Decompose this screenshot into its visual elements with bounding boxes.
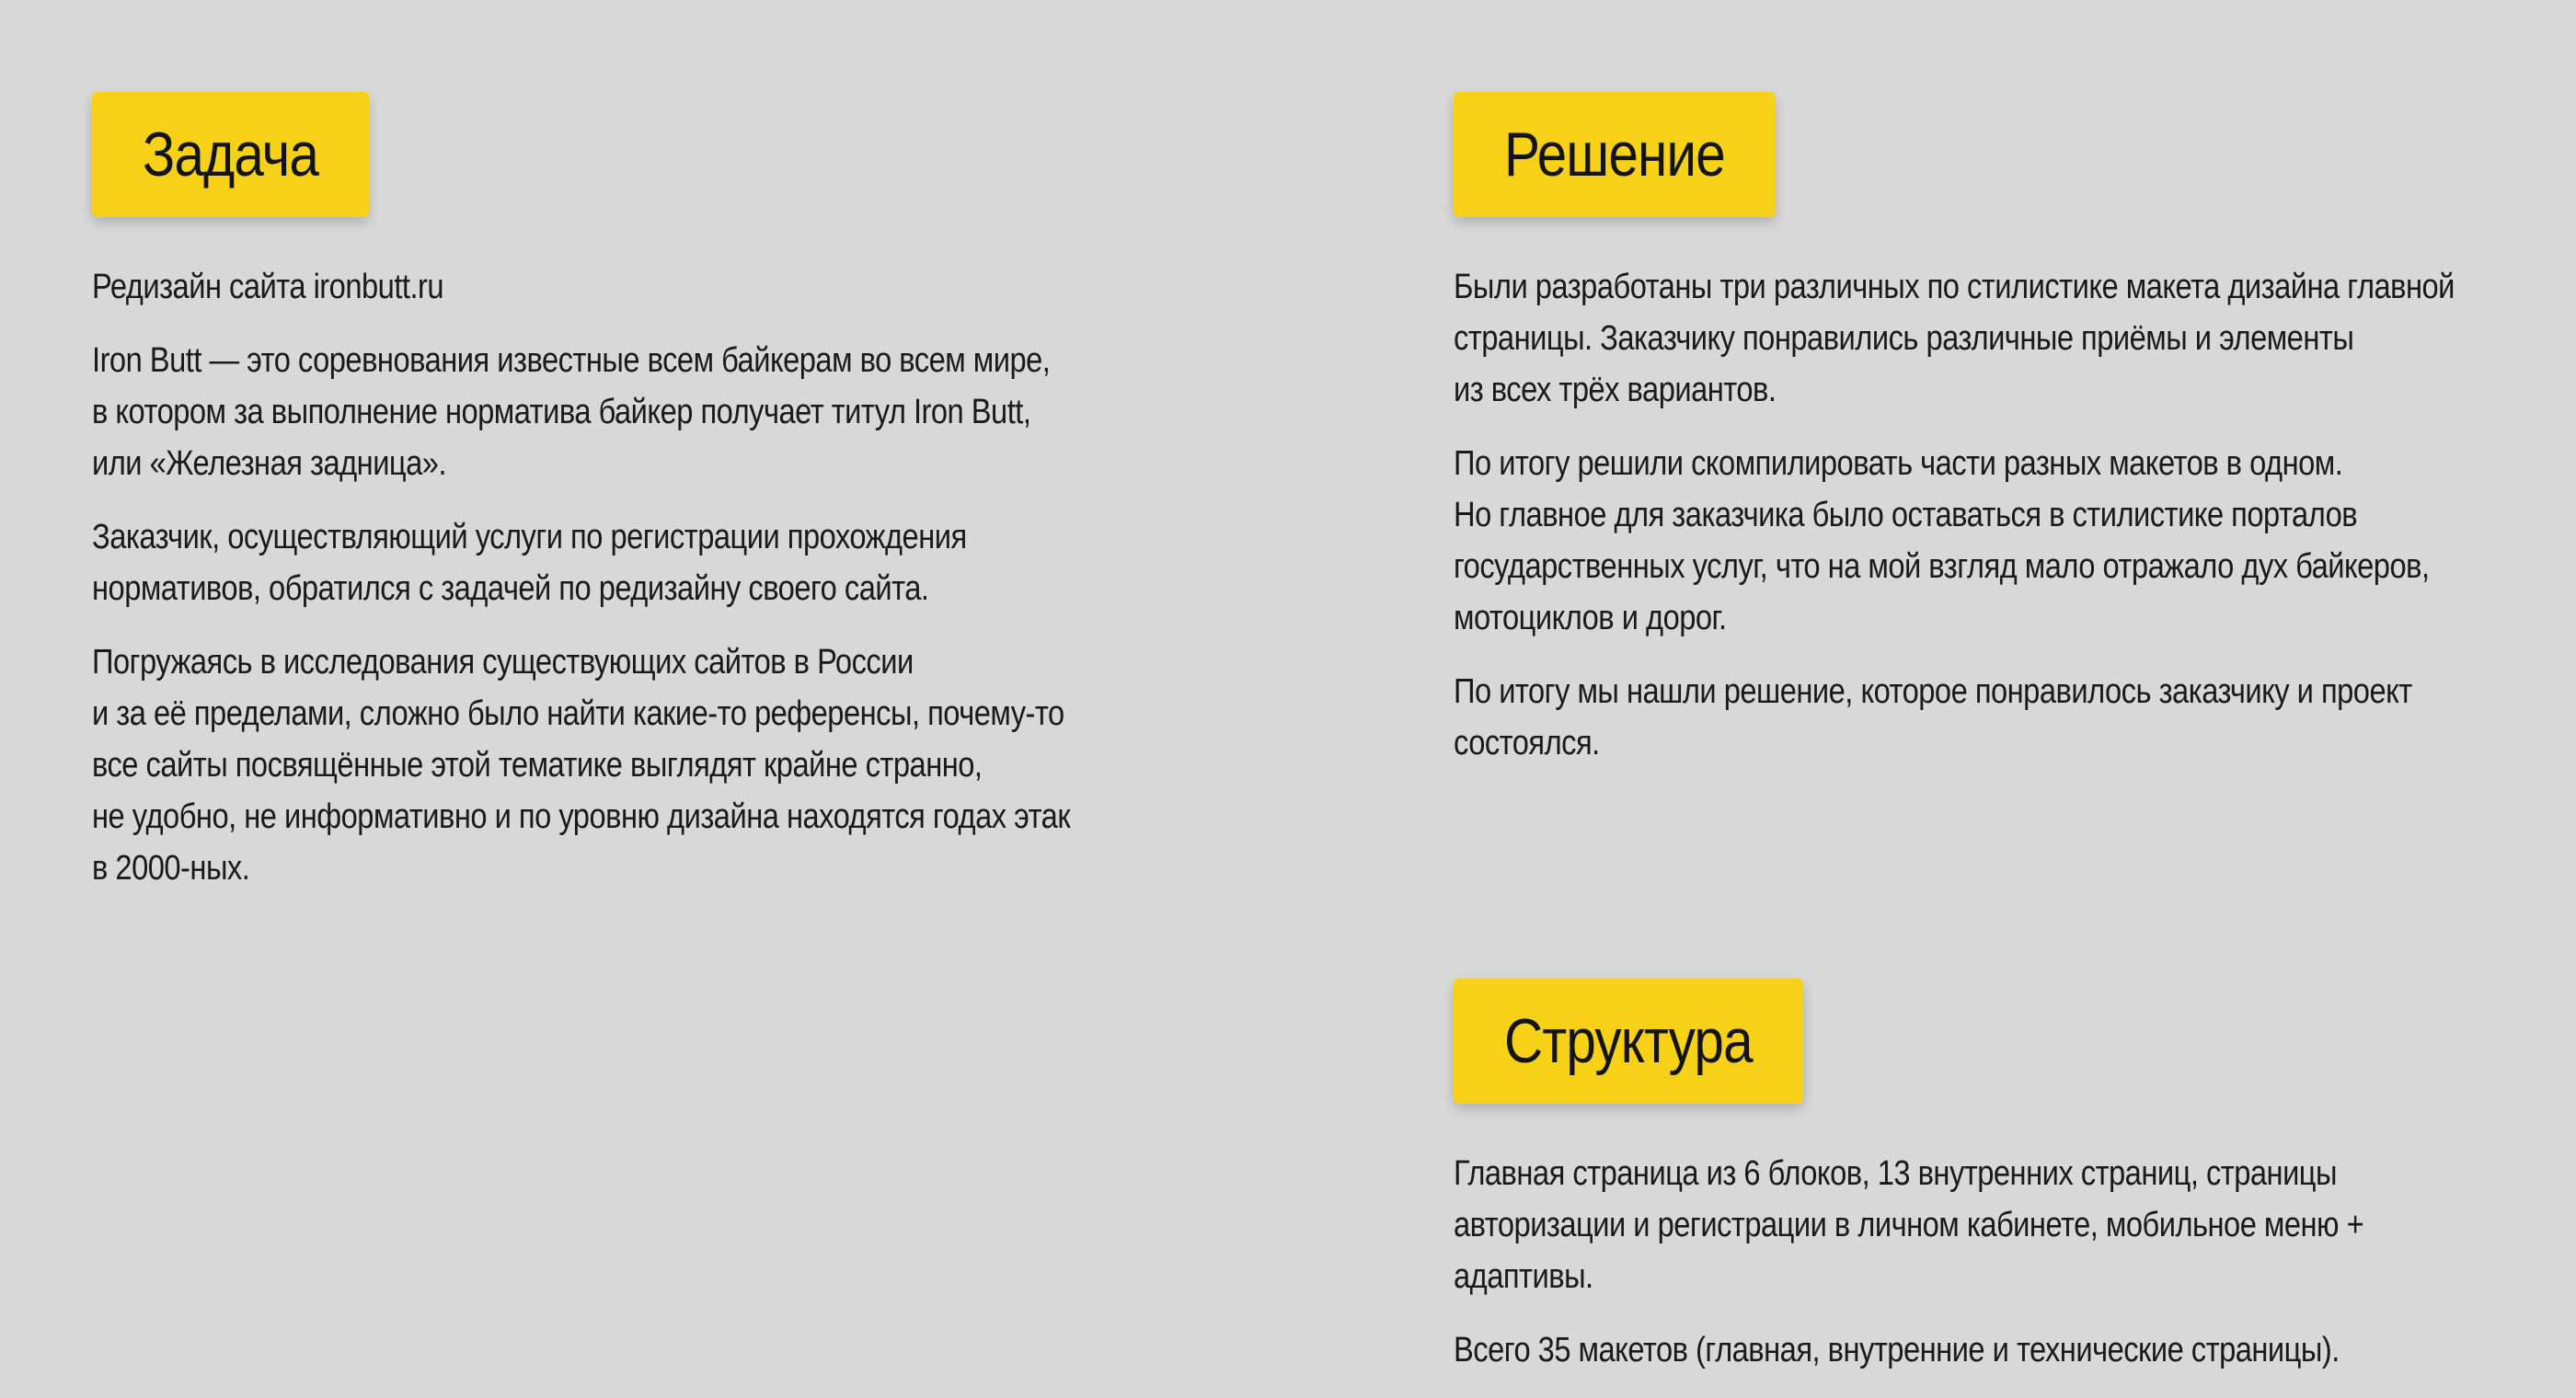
structure-paragraph-1: Главная страница из 6 блоков, 13 внутренних страниц, страницы авторизации и регистрации в личном кабинете, мобильное меню + адаптивы. — [1454, 1154, 2364, 1296]
solution-paragraph-3: По итогу мы нашли решение, которое понравилось заказчику и проект состоялся. — [1454, 672, 2412, 762]
structure-paragraph-2: Всего 35 макетов (главная, внутренние и технические страницы). — [1454, 1331, 2340, 1369]
task-paragraph-1: Редизайн сайта ironbutt.ru — [92, 268, 444, 306]
task-body — [92, 261, 1159, 894]
task-section — [92, 92, 1159, 916]
task-paragraph-2: Iron Butt — это соревнования известные всем байкерам во всем мире, в котором за выполнение норматива байкер получает титул Iron Butt, или «Железная задница». — [92, 341, 1051, 483]
solution-paragraph-2: По итогу решили скомпилировать части разных макетов в одном. Но главное для заказчика было оставаться в стилистике порталов государственных услуг, что на мой взгляд мало отражало дух байкеров, мотоциклов и дорог. — [1454, 444, 2430, 637]
solution-paragraph-1: Были разработаны три различных по стилистике макета дизайна главной страницы. Заказчику понравились различные приёмы и элементы из всех трёх вариантов. — [1454, 268, 2455, 409]
structure-section — [1454, 979, 2521, 1398]
solution-section — [1454, 92, 2521, 791]
task-paragraph-4: Погружаясь в исследования существующих сайтов в России и за её пределами, сложно было найти какие-то референсы, почему-то все сайты посвящённые этой тематике выглядят крайне странно, не удобно, не информативно и по уровню дизайна находятся годах этак в 2000-ных. — [92, 643, 1071, 888]
solution-heading: Решение — [1454, 92, 1776, 217]
structure-body — [1454, 1148, 2521, 1376]
structure-heading: Структура — [1454, 979, 1803, 1104]
task-paragraph-3: Заказчик, осуществляющий услуги по регистрации прохождения нормативов, обратился с задачей по редизайну своего сайта. — [92, 518, 967, 608]
solution-body — [1454, 261, 2521, 769]
task-heading: Задача — [92, 92, 369, 217]
